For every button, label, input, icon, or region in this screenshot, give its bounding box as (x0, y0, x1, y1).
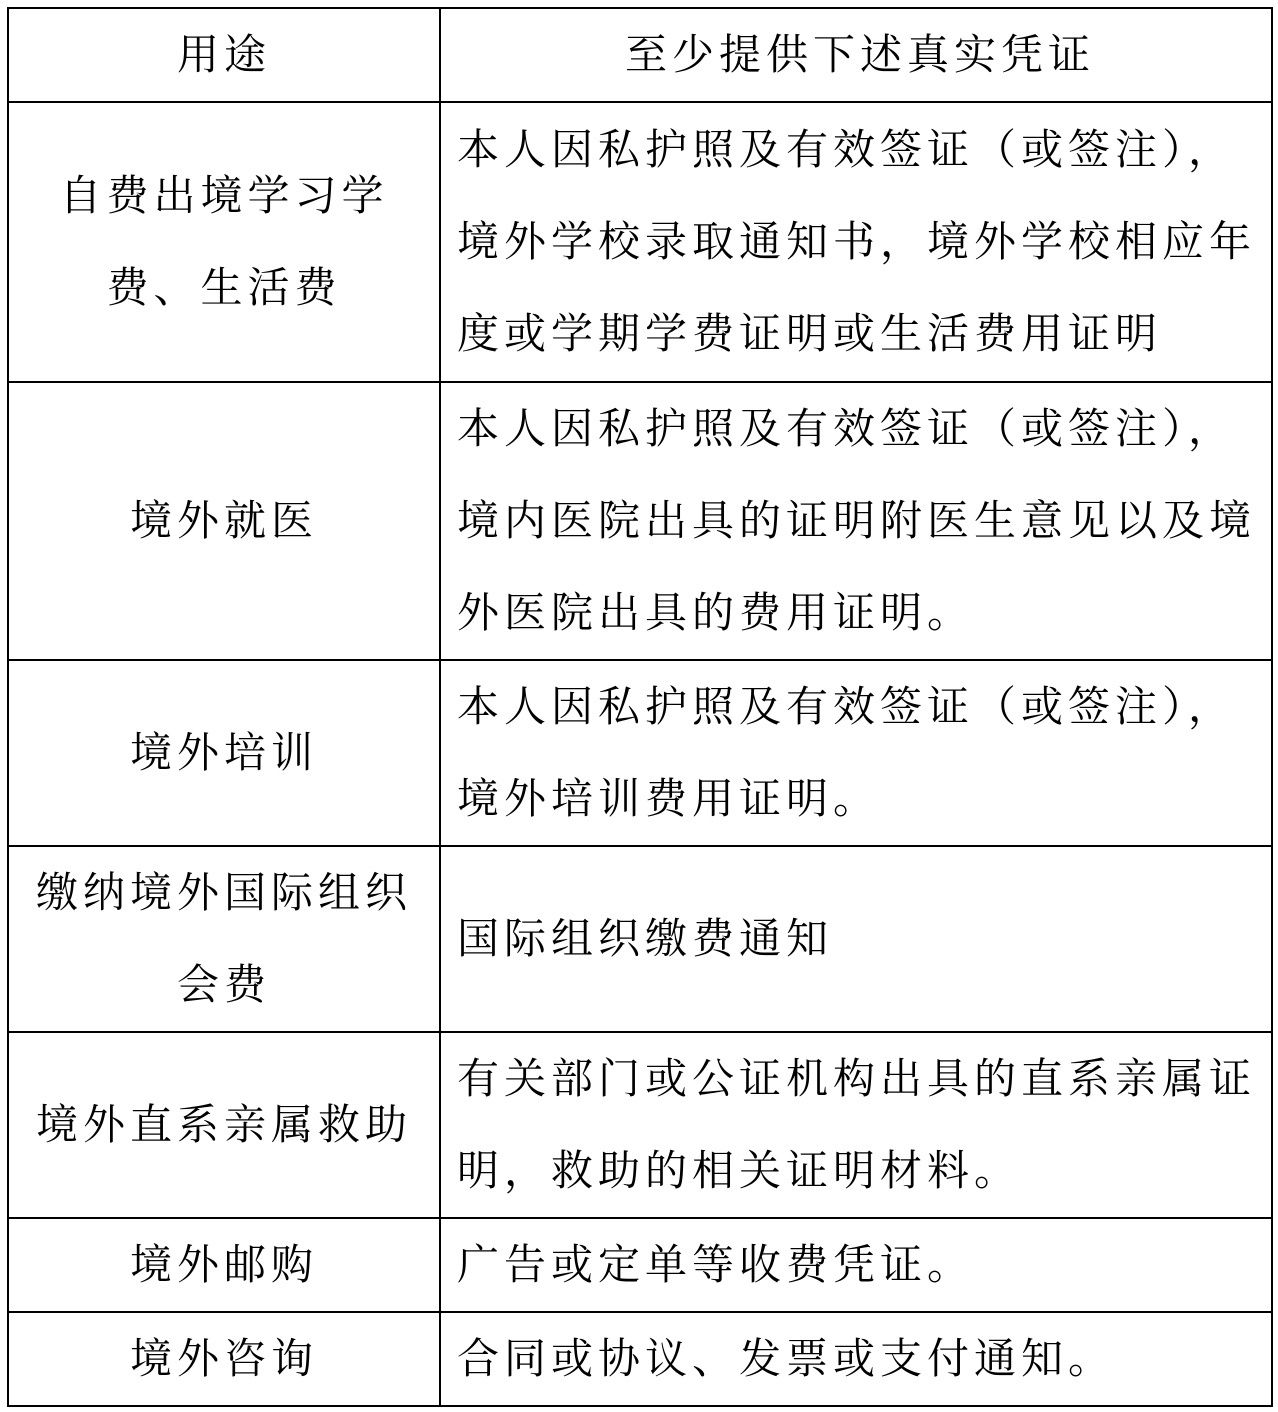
purpose-cell (8, 1032, 440, 1218)
header-purpose: 用途 (8, 8, 440, 102)
purpose-cell (8, 660, 440, 846)
purpose-line: 境外就医 (129, 496, 318, 545)
purpose-line: 费、生活费 (106, 263, 342, 312)
table-row (8, 1312, 1272, 1406)
purpose-line: 境外培训 (129, 728, 318, 777)
documents-cell: 本人因私护照及有效签证（或签注），境外学校录取通知书，境外学校相应年度或学期学费证明或生活费用证明 (440, 102, 1272, 382)
table-row (8, 1032, 1272, 1218)
table-row (8, 660, 1272, 846)
purpose-line: 自费出境学习学 (59, 171, 389, 220)
voucher-requirements-table (7, 7, 1273, 1407)
purpose-line: 境外咨询 (129, 1334, 318, 1383)
purpose-cell (8, 1312, 440, 1406)
purpose-cell (8, 846, 440, 1032)
purpose-line: 境外直系亲属救助 (35, 1100, 412, 1149)
table-row (8, 1218, 1272, 1312)
purpose-cell (8, 382, 440, 660)
documents-cell: 本人因私护照及有效签证（或签注），境内医院出具的证明附医生意见以及境外医院出具的费用证明。 (440, 382, 1272, 660)
documents-cell: 本人因私护照及有效签证（或签注），境外培训费用证明。 (440, 660, 1272, 846)
table-row (8, 102, 1272, 382)
purpose-cell (8, 1218, 440, 1312)
purpose-line: 会费 (176, 960, 271, 1009)
table-header-row (8, 8, 1272, 102)
purpose-cell (8, 102, 440, 382)
purpose-line: 缴纳境外国际组织 (35, 868, 412, 917)
documents-cell: 国际组织缴费通知 (440, 846, 1272, 1032)
header-documents: 至少提供下述真实凭证 (440, 8, 1272, 102)
table-row (8, 382, 1272, 660)
documents-cell: 广告或定单等收费凭证。 (440, 1218, 1272, 1312)
documents-cell: 有关部门或公证机构出具的直系亲属证明，救助的相关证明材料。 (440, 1032, 1272, 1218)
purpose-line: 境外邮购 (129, 1240, 318, 1289)
documents-cell: 合同或协议、发票或支付通知。 (440, 1312, 1272, 1406)
table-row (8, 846, 1272, 1032)
